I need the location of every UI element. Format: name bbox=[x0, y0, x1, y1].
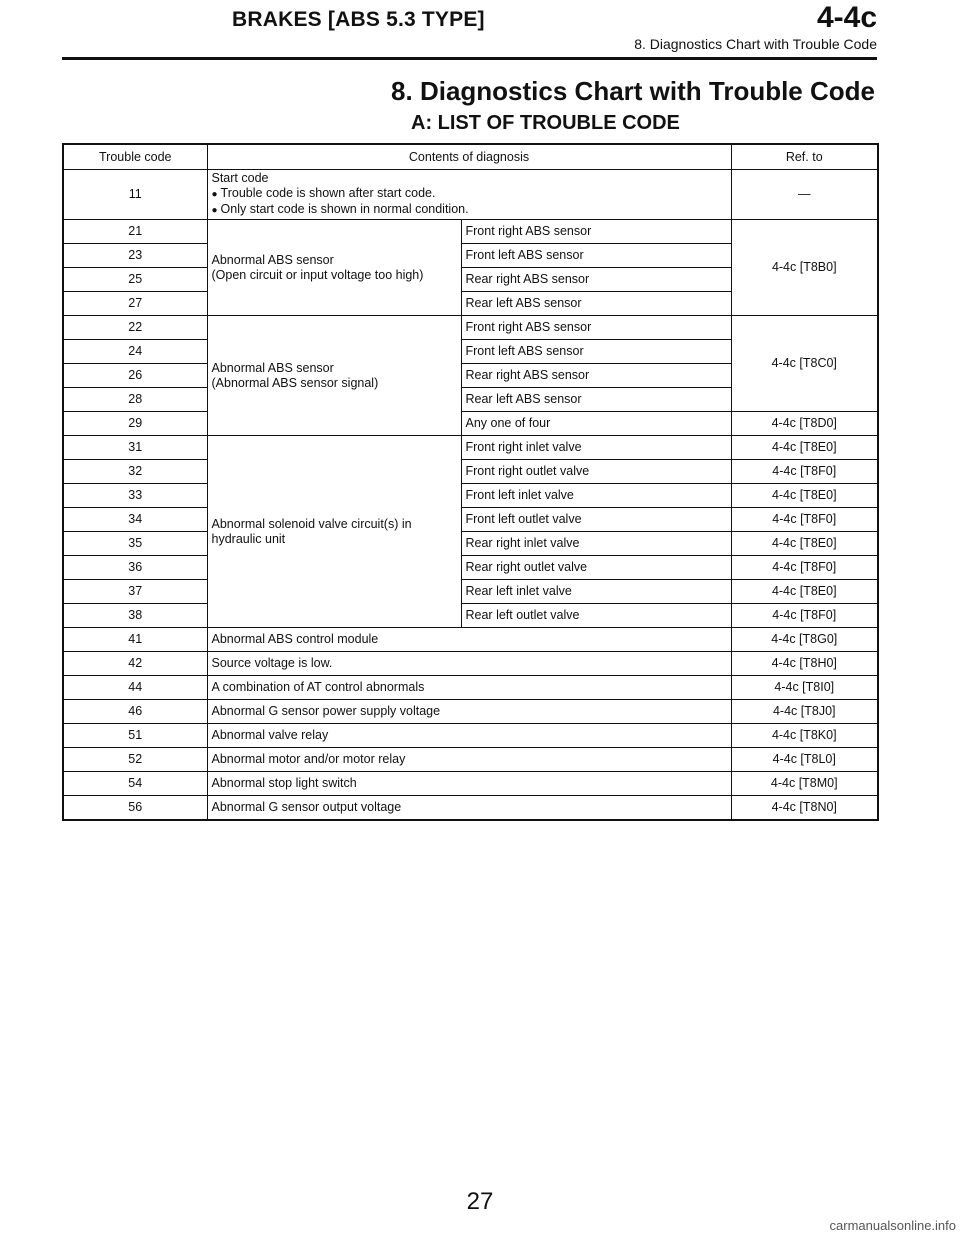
ref-cell: 4-4c [T8J0] bbox=[731, 700, 878, 724]
diagnosis-group-cell: Abnormal solenoid valve circuit(s) in hydraulic unit bbox=[207, 436, 461, 628]
ref-cell: 4-4c [T8F0] bbox=[731, 460, 878, 484]
ref-cell: 4-4c [T8E0] bbox=[731, 580, 878, 604]
start-code-contents bbox=[207, 170, 731, 220]
page-number: 27 bbox=[466, 1188, 494, 1215]
watermark: carmanualsonline.info bbox=[829, 1218, 956, 1233]
code-cell: 51 bbox=[63, 724, 207, 748]
code-cell: 44 bbox=[63, 676, 207, 700]
diagnosis-cell: Abnormal G sensor power supply voltage bbox=[207, 700, 731, 724]
item-cell: Front right ABS sensor bbox=[461, 220, 731, 244]
code-cell: 33 bbox=[63, 484, 207, 508]
item-cell: Front left ABS sensor bbox=[461, 244, 731, 268]
ref-cell: 4-4c [T8N0] bbox=[731, 796, 878, 821]
table-header-row bbox=[63, 144, 878, 170]
table-row bbox=[63, 220, 878, 244]
code-cell: 29 bbox=[63, 412, 207, 436]
header-subtitle: 8. Diagnostics Chart with Trouble Code bbox=[634, 36, 877, 52]
trouble-code-table bbox=[62, 143, 879, 821]
item-cell: Front left inlet valve bbox=[461, 484, 731, 508]
table-row bbox=[63, 796, 878, 821]
diagnosis-cell: Abnormal valve relay bbox=[207, 724, 731, 748]
header-left-title: BRAKES [ABS 5.3 TYPE] bbox=[232, 8, 485, 31]
ref-cell: 4-4c [T8B0] bbox=[731, 220, 878, 316]
header-trouble-code: Trouble code bbox=[63, 144, 207, 170]
diagnosis-cell: Abnormal stop light switch bbox=[207, 772, 731, 796]
code-cell: 26 bbox=[63, 364, 207, 388]
diagnosis-cell: Abnormal motor and/or motor relay bbox=[207, 748, 731, 772]
table-row bbox=[63, 436, 878, 460]
code-cell: 41 bbox=[63, 628, 207, 652]
table-row bbox=[63, 772, 878, 796]
header-right-title: 4-4c bbox=[816, 1, 877, 34]
code-cell: 31 bbox=[63, 436, 207, 460]
item-cell: Front left ABS sensor bbox=[461, 340, 731, 364]
code-cell: 23 bbox=[63, 244, 207, 268]
table-row bbox=[63, 412, 878, 436]
table-row bbox=[63, 628, 878, 652]
ref-cell: 4-4c [T8E0] bbox=[731, 484, 878, 508]
code-cell: 46 bbox=[63, 700, 207, 724]
header-contents: Contents of diagnosis bbox=[207, 144, 731, 170]
code-cell: 42 bbox=[63, 652, 207, 676]
ref-cell: 4-4c [T8F0] bbox=[731, 508, 878, 532]
item-cell: Rear left ABS sensor bbox=[461, 388, 731, 412]
item-cell: Front right ABS sensor bbox=[461, 316, 731, 340]
code-cell: 32 bbox=[63, 460, 207, 484]
ref-cell: 4-4c [T8E0] bbox=[731, 532, 878, 556]
bullet-icon: ● bbox=[211, 189, 218, 200]
table-row bbox=[63, 556, 878, 580]
item-cell: Front right inlet valve bbox=[461, 436, 731, 460]
item-cell: Rear left ABS sensor bbox=[461, 292, 731, 316]
table-row bbox=[63, 532, 878, 556]
header-ref: Ref. to bbox=[731, 144, 878, 170]
item-cell: Rear right inlet valve bbox=[461, 532, 731, 556]
table-row bbox=[63, 652, 878, 676]
table-row bbox=[63, 676, 878, 700]
bullet-icon: ● bbox=[211, 205, 218, 216]
diagnosis-cell: Abnormal ABS control module bbox=[207, 628, 731, 652]
code-cell: 27 bbox=[63, 292, 207, 316]
ref-cell: 4-4c [T8C0] bbox=[731, 316, 878, 412]
ref-cell: 4-4c [T8F0] bbox=[731, 556, 878, 580]
table-row bbox=[63, 580, 878, 604]
start-code-bullet: ● Only start code is shown in normal condition. bbox=[211, 202, 469, 216]
code-cell: 21 bbox=[63, 220, 207, 244]
code-cell: 22 bbox=[63, 316, 207, 340]
code-cell: 34 bbox=[63, 508, 207, 532]
ref-cell: 4-4c [T8I0] bbox=[731, 676, 878, 700]
ref-cell: 4-4c [T8L0] bbox=[731, 748, 878, 772]
diagnosis-cell: A combination of AT control abnormals bbox=[207, 676, 731, 700]
item-cell: Front right outlet valve bbox=[461, 460, 731, 484]
table-row bbox=[63, 724, 878, 748]
ref-cell: 4-4c [T8G0] bbox=[731, 628, 878, 652]
ref-cell: 4-4c [T8E0] bbox=[731, 436, 878, 460]
item-cell: Rear left inlet valve bbox=[461, 580, 731, 604]
diagnosis-cell: Source voltage is low. bbox=[207, 652, 731, 676]
section-subtitle: A: LIST OF TROUBLE CODE bbox=[411, 112, 680, 134]
table-row bbox=[63, 604, 878, 628]
table-row bbox=[63, 508, 878, 532]
section-title: 8. Diagnostics Chart with Trouble Code bbox=[391, 76, 875, 106]
item-cell: Rear right ABS sensor bbox=[461, 268, 731, 292]
code-cell: 52 bbox=[63, 748, 207, 772]
code-cell: 37 bbox=[63, 580, 207, 604]
code-cell: 54 bbox=[63, 772, 207, 796]
code-cell: 25 bbox=[63, 268, 207, 292]
diagnosis-cell: Abnormal G sensor output voltage bbox=[207, 796, 731, 821]
item-cell: Rear left outlet valve bbox=[461, 604, 731, 628]
code-cell: 38 bbox=[63, 604, 207, 628]
code-cell: 24 bbox=[63, 340, 207, 364]
table-row bbox=[63, 460, 878, 484]
table-row bbox=[63, 748, 878, 772]
item-cell: Front left outlet valve bbox=[461, 508, 731, 532]
start-code-title: Start code bbox=[211, 171, 269, 185]
item-cell: Any one of four bbox=[461, 412, 731, 436]
table-row bbox=[63, 170, 878, 220]
table-row bbox=[63, 316, 878, 340]
ref-cell: 4-4c [T8F0] bbox=[731, 604, 878, 628]
code-cell: 36 bbox=[63, 556, 207, 580]
ref-cell: 4-4c [T8K0] bbox=[731, 724, 878, 748]
code-cell: 11 bbox=[63, 170, 207, 220]
ref-cell: 4-4c [T8H0] bbox=[731, 652, 878, 676]
code-cell: 35 bbox=[63, 532, 207, 556]
start-code-bullet: ● Trouble code is shown after start code. bbox=[211, 186, 436, 200]
table-row bbox=[63, 484, 878, 508]
diagnosis-group-cell: Abnormal ABS sensor (Abnormal ABS sensor signal) bbox=[207, 316, 461, 436]
ref-cell: 4-4c [T8D0] bbox=[731, 412, 878, 436]
table-row bbox=[63, 700, 878, 724]
ref-cell: 4-4c [T8M0] bbox=[731, 772, 878, 796]
item-cell: Rear right ABS sensor bbox=[461, 364, 731, 388]
code-cell: 56 bbox=[63, 796, 207, 821]
item-cell: Rear right outlet valve bbox=[461, 556, 731, 580]
ref-cell: — bbox=[731, 170, 878, 220]
header-rule bbox=[62, 57, 877, 60]
diagnosis-group-cell: Abnormal ABS sensor (Open circuit or input voltage too high) bbox=[207, 220, 461, 316]
code-cell: 28 bbox=[63, 388, 207, 412]
